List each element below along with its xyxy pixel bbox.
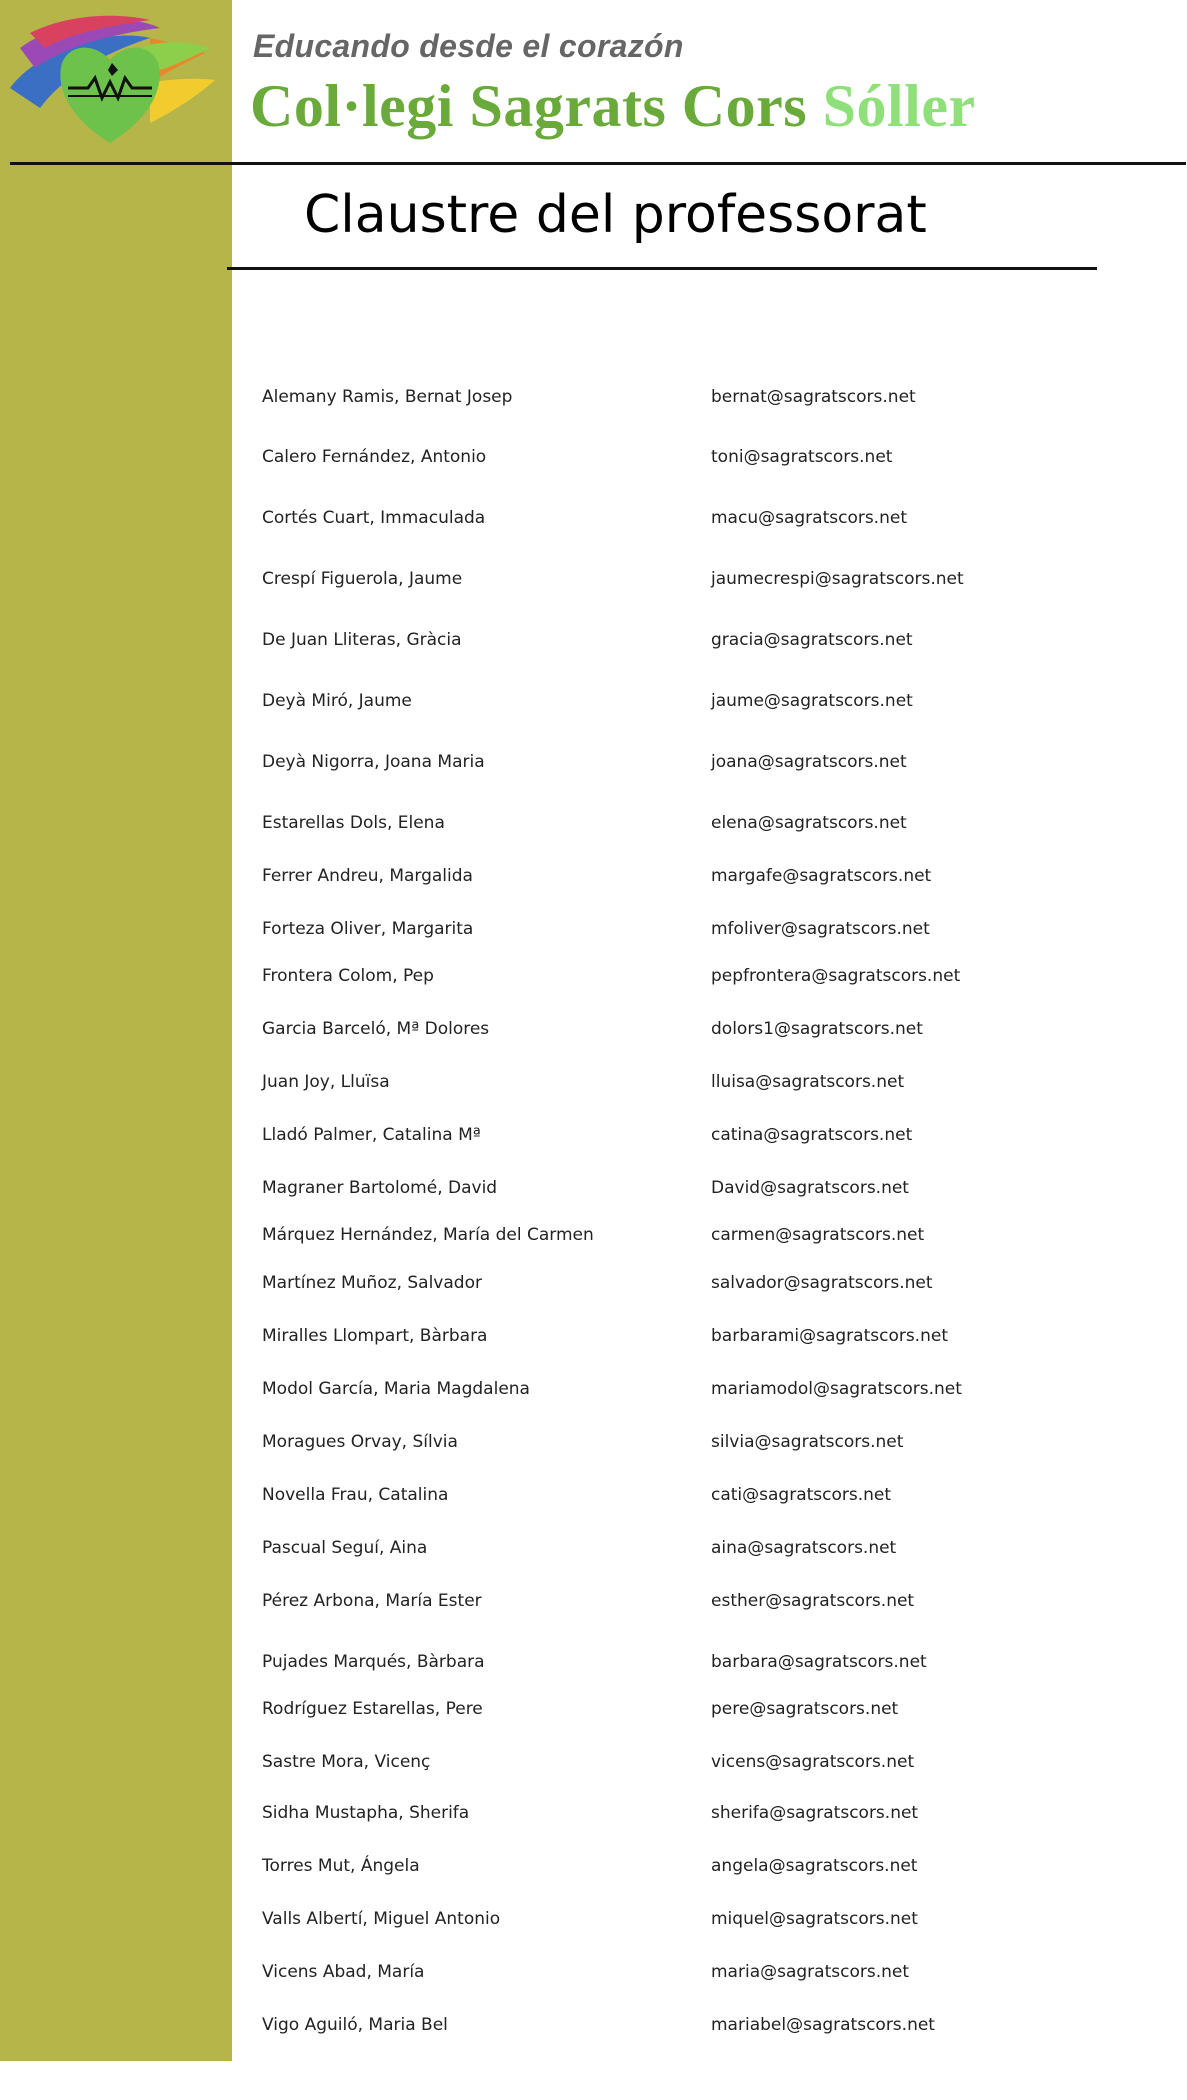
staff-row — [0, 2015, 1187, 2039]
staff-row — [0, 966, 1187, 990]
staff-row — [0, 1432, 1187, 1456]
staff-name: Rodríguez Estarellas, Pere — [262, 1699, 483, 1719]
staff-email: mariamodol@sagratscors.net — [711, 1379, 962, 1399]
school-name-main: Col·legi Sagrats Cors — [250, 73, 808, 139]
staff-email: mariabel@sagratscors.net — [711, 2015, 935, 2035]
staff-name: Pujades Marqués, Bàrbara — [262, 1652, 485, 1672]
staff-name: Ferrer Andreu, Margalida — [262, 866, 473, 886]
staff-email: bernat@sagratscors.net — [711, 387, 916, 407]
staff-row — [0, 1019, 1187, 1043]
staff-name: Pérez Arbona, María Ester — [262, 1591, 482, 1611]
staff-name: Crespí Figuerola, Jaume — [262, 569, 463, 589]
staff-row — [0, 1072, 1187, 1096]
staff-name: Garcia Barceló, Mª Dolores — [262, 1019, 490, 1039]
staff-row — [0, 447, 1187, 471]
staff-name: Frontera Colom, Pep — [262, 966, 434, 986]
staff-name: Lladó Palmer, Catalina Mª — [262, 1125, 481, 1145]
staff-row — [0, 1178, 1187, 1202]
staff-email: vicens@sagratscors.net — [711, 1752, 915, 1772]
staff-email: joana@sagratscors.net — [711, 752, 907, 772]
staff-row — [0, 387, 1187, 411]
staff-row — [0, 691, 1187, 715]
staff-email: toni@sagratscors.net — [711, 447, 893, 467]
staff-row — [0, 919, 1187, 943]
staff-row — [0, 1273, 1187, 1297]
staff-row — [0, 1326, 1187, 1350]
staff-email: lluisa@sagratscors.net — [711, 1072, 905, 1092]
staff-email: pepfrontera@sagratscors.net — [711, 966, 961, 986]
staff-row — [0, 630, 1187, 654]
staff-email: catina@sagratscors.net — [711, 1125, 913, 1145]
staff-row — [0, 1752, 1187, 1776]
staff-name: Vicens Abad, María — [262, 1962, 425, 1982]
staff-row — [0, 752, 1187, 776]
staff-email: cati@sagratscors.net — [711, 1485, 892, 1505]
staff-row — [0, 1909, 1187, 1933]
staff-row — [0, 1856, 1187, 1880]
staff-name: Sastre Mora, Vicenç — [262, 1752, 431, 1772]
staff-row — [0, 1538, 1187, 1562]
staff-name: Modol García, Maria Magdalena — [262, 1379, 530, 1399]
staff-name: Torres Mut, Ángela — [262, 1856, 420, 1876]
staff-email: silvia@sagratscors.net — [711, 1432, 904, 1452]
staff-name: Forteza Oliver, Margarita — [262, 919, 474, 939]
staff-name: Calero Fernández, Antonio — [262, 447, 487, 467]
staff-row — [0, 1379, 1187, 1403]
staff-name: Vigo Aguiló, Maria Bel — [262, 2015, 448, 2035]
staff-row — [0, 1591, 1187, 1615]
staff-email: salvador@sagratscors.net — [711, 1273, 933, 1293]
staff-row — [0, 1652, 1187, 1676]
staff-name: Deyà Miró, Jaume — [262, 691, 412, 711]
staff-email: barbara@sagratscors.net — [711, 1652, 927, 1672]
staff-email: macu@sagratscors.net — [711, 508, 907, 528]
staff-email: gracia@sagratscors.net — [711, 630, 913, 650]
staff-name: Martínez Muñoz, Salvador — [262, 1273, 482, 1293]
staff-name: Deyà Nigorra, Joana Maria — [262, 752, 485, 772]
staff-name: Sidha Mustapha, Sherifa — [262, 1803, 470, 1823]
staff-row — [0, 866, 1187, 890]
staff-email: barbarami@sagratscors.net — [711, 1326, 948, 1346]
staff-name: Magraner Bartolomé, David — [262, 1178, 498, 1198]
staff-email: miquel@sagratscors.net — [711, 1909, 918, 1929]
staff-name: Novella Frau, Catalina — [262, 1485, 449, 1505]
staff-name: Márquez Hernández, María del Carmen — [262, 1225, 594, 1245]
staff-name: Miralles Llompart, Bàrbara — [262, 1326, 488, 1346]
staff-name: Valls Albertí, Miguel Antonio — [262, 1909, 501, 1929]
staff-email: jaumecrespi@sagratscors.net — [711, 569, 964, 589]
staff-name: Estarellas Dols, Elena — [262, 813, 445, 833]
staff-name: Moragues Orvay, Sílvia — [262, 1432, 458, 1452]
staff-row — [0, 1485, 1187, 1509]
staff-row — [0, 1962, 1187, 1986]
staff-row — [0, 1225, 1187, 1249]
staff-email: dolors1@sagratscors.net — [711, 1019, 923, 1039]
staff-email: sherifa@sagratscors.net — [711, 1803, 919, 1823]
staff-row — [0, 1699, 1187, 1723]
staff-email: elena@sagratscors.net — [711, 813, 907, 833]
school-tagline: Educando desde el corazón — [253, 28, 684, 64]
staff-email: pere@sagratscors.net — [711, 1699, 899, 1719]
staff-row — [0, 1803, 1187, 1827]
staff-row — [0, 569, 1187, 593]
staff-email: angela@sagratscors.net — [711, 1856, 918, 1876]
staff-name: Alemany Ramis, Bernat Josep — [262, 387, 513, 407]
staff-email: David@sagratscors.net — [711, 1178, 909, 1198]
staff-name: Pascual Seguí, Aina — [262, 1538, 428, 1558]
staff-email: mfoliver@sagratscors.net — [711, 919, 930, 939]
staff-email: margafe@sagratscors.net — [711, 866, 932, 886]
staff-name: Cortés Cuart, Immaculada — [262, 508, 486, 528]
staff-email: carmen@sagratscors.net — [711, 1225, 925, 1245]
staff-row — [0, 1125, 1187, 1149]
staff-email: jaume@sagratscors.net — [711, 691, 913, 711]
school-name-town: Sóller — [822, 73, 976, 139]
staff-email: maria@sagratscors.net — [711, 1962, 909, 1982]
page-title: Claustre del professorat — [304, 185, 927, 245]
staff-row — [0, 813, 1187, 837]
staff-row — [0, 508, 1187, 532]
staff-name: Juan Joy, Lluïsa — [262, 1072, 390, 1092]
staff-email: aina@sagratscors.net — [711, 1538, 897, 1558]
staff-email: esther@sagratscors.net — [711, 1591, 915, 1611]
staff-name: De Juan Lliteras, Gràcia — [262, 630, 462, 650]
